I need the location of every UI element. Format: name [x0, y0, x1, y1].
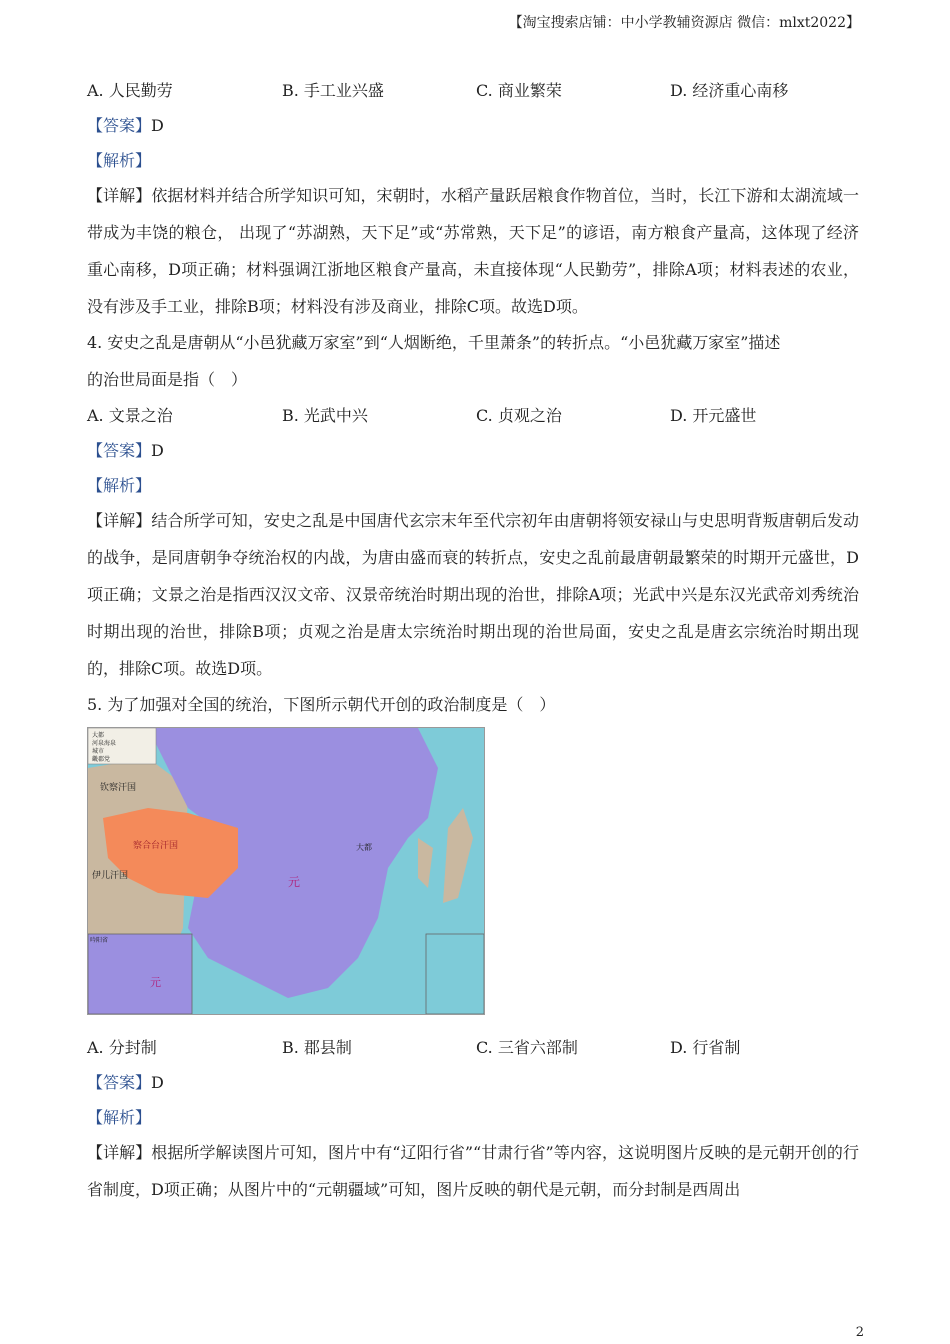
map-graphic [88, 728, 484, 1014]
answer-tag: 【答案】 [87, 1073, 152, 1092]
detail-tag: 【详解】 [87, 1143, 152, 1162]
q4-analysis-tag: 【解析】 [87, 476, 152, 495]
q4-option-a: A. 文景之治 [87, 406, 173, 425]
q5-detail [87, 1134, 859, 1208]
q4-option-d: D. 开元盛世 [670, 406, 757, 425]
detail-tag: 【详解】 [87, 511, 152, 530]
inset-south-sea [426, 934, 484, 1014]
label-yuan: 元 [288, 875, 301, 889]
q3-option-d: D. 经济重心南移 [670, 81, 789, 100]
inset-map [88, 934, 192, 1014]
detail-text: 依据材料并结合所学知识可知，宋朝时，水稻产量跃居粮食作物首位，当时，长江下游和太湖流域一带成为丰饶的粮仓， 出现了“苏湖熟，天下足”或“苏常熟，天下足”的谚语，南方粮食产量高，这体现了经济重心南移，D项正确；材料强调江浙地区粮食产量高，未直接体现“人民勤劳”，排除A项；材料表述的农业，没有涉及手工业，排除B项；材料没有涉及商业，排除C项。故选D项。 [87, 186, 859, 316]
label-ilkhanate: 伊儿汗国 [92, 871, 129, 881]
answer-value: D [151, 1073, 164, 1092]
page-number: 2 [855, 1325, 864, 1340]
q4-detail [87, 502, 859, 687]
detail-text: 结合所学可知，安史之乱是中国唐代玄宗末年至代宗初年由唐朝将领安禄山与史思明背叛唐朝后发动的战争，是同唐朝争夺统治权的内战，为唐由盛而衰的转折点，安史之乱前最唐朝最繁荣的时期开元盛世，D项正确；文景之治是指西汉汉文帝、汉景帝统治时期出现的治世，排除A项；光武中兴是东汉光武帝刘秀统治时期出现的治世，排除B项；贞观之治是唐太宗统治时期出现的治世局面，安史之乱是唐玄宗统治时期出现的，排除C项。故选D项。 [87, 511, 859, 678]
inset-label-yuan: 元 [150, 976, 161, 989]
q3-analysis-tag: 【解析】 [87, 151, 152, 170]
legend-1: 大都 [92, 732, 105, 739]
answer-tag: 【答案】 [87, 116, 152, 135]
answer-value: D [151, 116, 164, 135]
q4-answer [87, 443, 164, 459]
label-dadu: 大都 [356, 843, 372, 852]
inset-title: 吟阳省 [90, 937, 109, 944]
q5-option-d: D. 行省制 [670, 1038, 741, 1057]
page-header: 【淘宝搜索店铺：中小学教辅资源店 微信：mlxt2022】 [508, 15, 860, 31]
q3-option-b: B. 手工业兴盛 [282, 81, 384, 100]
q4-option-b: B. 光武中兴 [282, 406, 368, 425]
legend-3: 城市 [92, 748, 105, 755]
label-kipchak: 钦察汗国 [100, 783, 137, 793]
q3-option-a: A. 人民勤劳 [87, 81, 173, 100]
yuan-dynasty-map [87, 727, 485, 1015]
q5-stem: 5. 为了加强对全国的统治，下图所示朝代开创的政治制度是（ ） [87, 695, 556, 714]
q5-analysis-tag: 【解析】 [87, 1108, 152, 1127]
q5-option-b: B. 郡县制 [282, 1038, 352, 1057]
q4-stem-line1: 4. 安史之乱是唐朝从“小邑犹藏万家室”到“人烟断绝，千里萧条”的转折点。“小邑犹藏万家室”描述 [87, 333, 781, 352]
q5-answer [87, 1075, 164, 1091]
q4-option-c: C. 贞观之治 [476, 406, 562, 425]
legend-4: 畿郡党 [92, 756, 111, 763]
label-chagatai: 察合台汗国 [133, 841, 179, 851]
answer-tag: 【答案】 [87, 441, 152, 460]
q5-option-c: C. 三省六部制 [476, 1038, 578, 1057]
q3-option-c: C. 商业繁荣 [476, 81, 562, 100]
q4-stem-line2: 的治世局面是指（ ） [87, 370, 248, 389]
q3-detail [87, 177, 859, 325]
detail-text: 根据所学解读图片可知，图片中有“辽阳行省”“甘肃行省”等内容，这说明图片反映的是元朝开创的行省制度，D项正确；从图片中的“元朝疆域”可知，图片反映的朝代是元朝，而分封制是西周出 [87, 1143, 859, 1199]
legend-2: 河泉海泉 [92, 740, 117, 747]
q5-option-a: A. 分封制 [87, 1038, 157, 1057]
detail-tag: 【详解】 [87, 186, 152, 205]
answer-value: D [151, 441, 164, 460]
q3-answer [87, 118, 164, 134]
